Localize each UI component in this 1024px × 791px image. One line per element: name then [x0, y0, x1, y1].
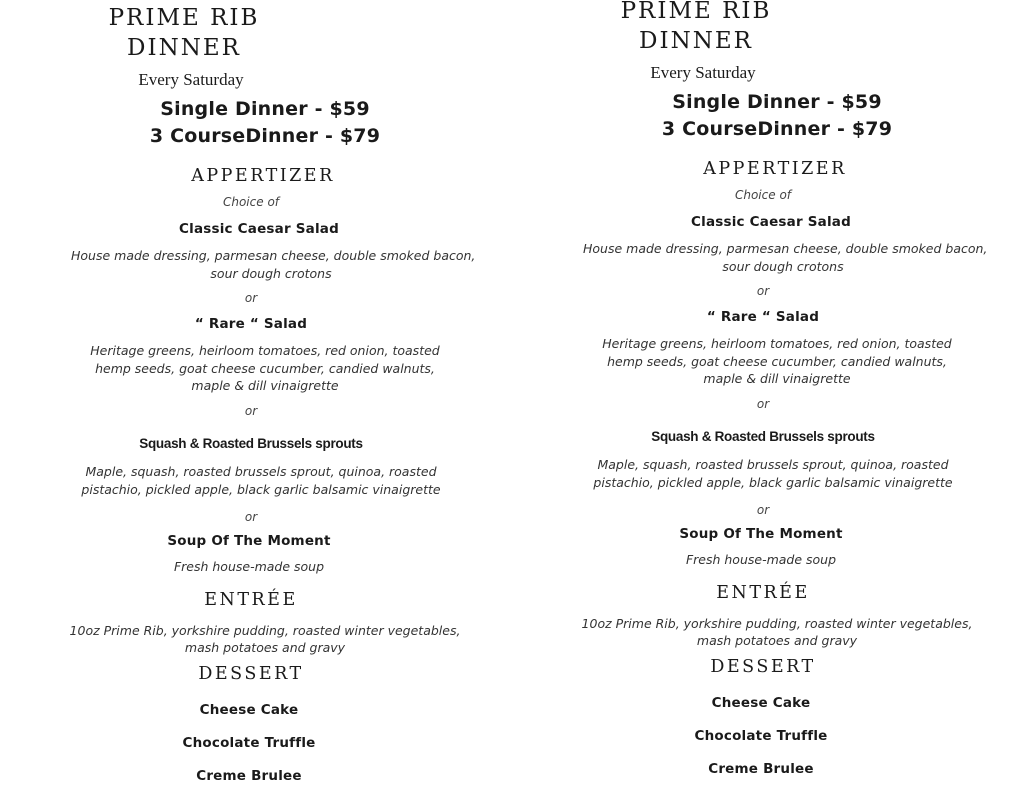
appetizer-item-name: Classic Caesar Salad — [691, 214, 851, 230]
appetizer-item-name: Soup Of The Moment — [167, 533, 331, 549]
appetizer-heading: APPERTIZER — [191, 166, 335, 186]
dessert-heading: DESSERT — [710, 657, 816, 677]
appetizer-item-name: Squash & Roasted Brussels sprouts — [651, 429, 875, 444]
appetizer-item-name: “ Rare “ Salad — [706, 309, 820, 325]
appetizer-item-desc: hemp seeds, goat cheese cucumber, candied walnuts, — [607, 354, 947, 369]
or-divider: or — [244, 404, 258, 418]
schedule-text: Every Saturday — [650, 63, 756, 82]
appetizer-item-name: Classic Caesar Salad — [179, 221, 339, 237]
dessert-heading: DESSERT — [198, 664, 304, 684]
dessert-item: Chocolate Truffle — [182, 735, 316, 751]
appetizer-item-desc: Heritage greens, heirloom tomatoes, red onion, toasted — [90, 343, 440, 358]
appetizer-item-desc: sour dough crotons — [210, 266, 332, 281]
menu-title-line1: PRIME RIB — [620, 0, 772, 24]
dessert-item: Cheese Cake — [711, 695, 811, 711]
appetizer-item-desc: Maple, squash, roasted brussels sprout, quinoa, roasted — [597, 457, 949, 472]
schedule-text: Every Saturday — [138, 70, 244, 89]
appetizer-item-name: Soup Of The Moment — [679, 526, 843, 542]
entree-desc: mash potatoes and gravy — [184, 640, 346, 655]
appetizer-item-desc: hemp seeds, goat cheese cucumber, candied walnuts, — [95, 361, 435, 376]
entree-desc: 10oz Prime Rib, yorkshire pudding, roasted winter vegetables, — [581, 616, 973, 631]
appetizer-item-desc: Heritage greens, heirloom tomatoes, red onion, toasted — [602, 336, 952, 351]
or-divider: or — [756, 503, 770, 517]
or-divider: or — [756, 284, 770, 298]
menu-title-line1: PRIME RIB — [108, 5, 260, 31]
or-divider: or — [756, 397, 770, 411]
entree-desc: 10oz Prime Rib, yorkshire pudding, roasted winter vegetables, — [69, 623, 461, 638]
price-three-course: 3 CourseDinner - $79 — [149, 125, 381, 147]
appetizer-item-desc: House made dressing, parmesan cheese, double smoked bacon, — [71, 248, 476, 263]
appetizer-item-desc: maple & dill vinaigrette — [191, 378, 339, 393]
choice-of-text: Choice of — [222, 195, 280, 209]
appetizer-item-desc: Maple, squash, roasted brussels sprout, quinoa, roasted — [85, 464, 437, 479]
menu-title-line2: DINNER — [639, 28, 753, 54]
appetizer-heading: APPERTIZER — [703, 159, 847, 179]
appetizer-item-desc: pistachio, pickled apple, black garlic balsamic vinaigrette — [593, 475, 953, 490]
dessert-item: Cheese Cake — [199, 702, 299, 718]
price-single: Single Dinner - $59 — [160, 98, 370, 120]
appetizer-item-name: Squash & Roasted Brussels sprouts — [139, 436, 363, 451]
entree-heading: ENTRÉE — [716, 583, 810, 603]
or-divider: or — [244, 510, 258, 524]
entree-heading: ENTRÉE — [204, 590, 298, 610]
price-three-course: 3 CourseDinner - $79 — [661, 118, 893, 140]
appetizer-item-name: “ Rare “ Salad — [194, 316, 308, 332]
appetizer-item-desc: Fresh house-made soup — [173, 559, 325, 574]
entree-desc: mash potatoes and gravy — [696, 633, 858, 648]
dessert-item: Creme Brulee — [196, 768, 302, 784]
price-single: Single Dinner - $59 — [672, 91, 882, 113]
appetizer-item-desc: sour dough crotons — [722, 259, 844, 274]
menu-title-line2: DINNER — [127, 35, 241, 61]
choice-of-text: Choice of — [734, 188, 792, 202]
appetizer-item-desc: House made dressing, parmesan cheese, double smoked bacon, — [583, 241, 988, 256]
appetizer-item-desc: Fresh house-made soup — [685, 552, 837, 567]
appetizer-item-desc: maple & dill vinaigrette — [703, 371, 851, 386]
dessert-item: Chocolate Truffle — [694, 728, 828, 744]
dessert-item: Creme Brulee — [708, 761, 814, 777]
appetizer-item-desc: pistachio, pickled apple, black garlic balsamic vinaigrette — [81, 482, 441, 497]
or-divider: or — [244, 291, 258, 305]
